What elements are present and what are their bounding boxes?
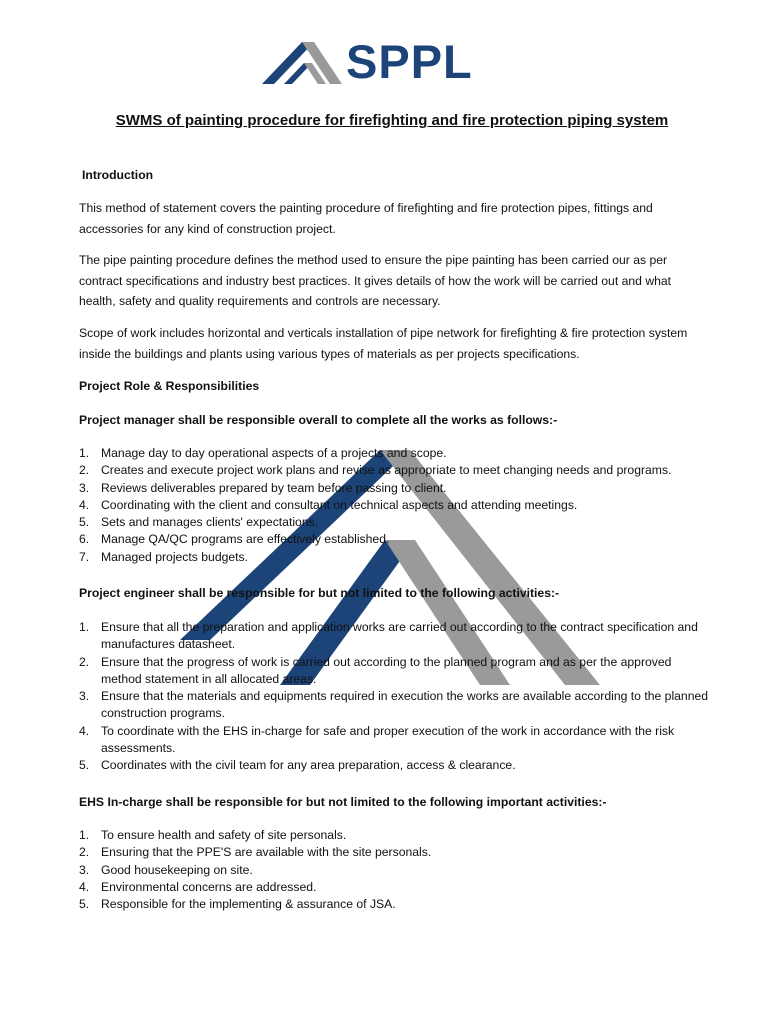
list-item: 3. Reviews deliverables prepared by team before passing to client. [79, 480, 447, 495]
intro-paragraph-1: This method of statement covers the painting procedure of firefighting and fire protection pipes, fittings and accessories for any kind of construction project. [79, 201, 653, 236]
list-item: 1. To ensure health and safety of site personals. [79, 828, 347, 842]
list-item: 6. Manage QA/QC programs are effectively established. [79, 532, 390, 547]
list-item: 5. Coordinates with the civil team for any area preparation, access & clearance. [79, 758, 516, 773]
intro-paragraph-3: Scope of work includes horizontal and verticals installation of pipe network for firefighting & fire protection system inside the buildings and plants using various types of materials as per projects specifications. [79, 326, 688, 361]
list-item: 4. Environmental concerns are addressed. [79, 879, 317, 894]
intro-paragraph-2: The pipe painting procedure defines the method used to ensure the pipe painting has been carried our as per contract specifications and industry best practices. It gives details of how the work will be carried out and what health, safety and quality requirements and controls are necessary. [79, 253, 672, 308]
roles-heading: Project Role & Responsibilities [79, 379, 260, 393]
introduction-heading: Introduction [82, 168, 154, 182]
ehs-heading: EHS In-charge shall be responsible for but not limited to the following important activities:- [79, 795, 607, 809]
list-item: 1. Manage day to day operational aspects of a projects and scope. [79, 446, 447, 460]
list-item: 4. To coordinate with the EHS in-charge for safe and proper execution of the work in accordance with the risk assessments. [79, 723, 675, 756]
list-item: 2. Ensuring that the PPE'S are available with the site personals. [79, 845, 432, 860]
logo-text: SPPL [346, 35, 473, 88]
project-engineer-heading: Project engineer shall be responsible for but not limited to the following activities:- [79, 586, 560, 600]
document-title: SWMS of painting procedure for firefighting and fire protection piping system [115, 112, 669, 129]
list-item: 7. Managed projects budgets. [79, 549, 249, 564]
list-item: 3. Good housekeeping on site. [79, 862, 253, 877]
ehs-list [79, 827, 709, 913]
list-item: 2. Ensure that the progress of work is carried out according to the planned program and as per the approved method statement in all allocated areas. [79, 654, 672, 686]
project-manager-list [79, 445, 709, 566]
list-item: 4. Coordinating with the client and consultant on technical aspects and attending meetings. [79, 497, 578, 512]
list-item: 5. Responsible for the implementing & assurance of JSA. [79, 897, 396, 912]
list-item: 2. Creates and execute project work plans and revise as appropriate to meet changing needs and programs. [79, 463, 672, 478]
logo-mark-icon [262, 42, 342, 84]
list-item: 1. Ensure that all the preparation and application works are carried out according to the contract specification and manufactures datasheet. [79, 620, 698, 652]
company-logo [262, 35, 502, 88]
list-item: 3. Ensure that the materials and equipments required in execution the works are available according to the planned construction programs. [79, 689, 709, 721]
list-item: 5. Sets and manages clients' expectations. [79, 515, 319, 530]
project-manager-heading: Project manager shall be responsible overall to complete all the works as follows:- [79, 413, 558, 427]
project-engineer-list [79, 619, 709, 775]
